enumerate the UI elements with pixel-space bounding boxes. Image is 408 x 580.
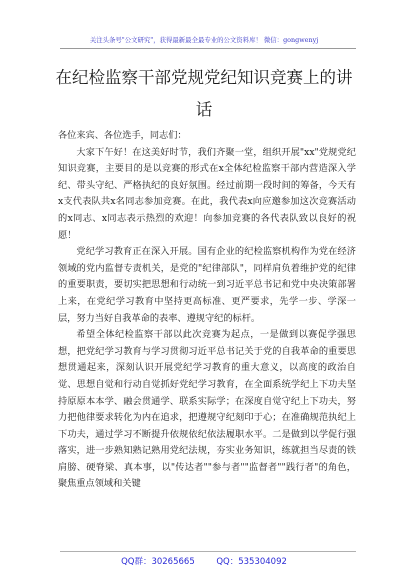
header-notice: 关注头条号"公文研究"，获得最新最全最专业的公文资料库！ 微信：gongwenyj xyxy=(89,36,319,44)
document-body xyxy=(58,128,356,493)
footer-divider xyxy=(60,551,356,552)
paragraph-intro: 大家下午好！在这美好时节，我们齐聚一堂，组织开展"xx"党规党纪知识竞赛，主要目的是以竞赛的形式在x全体纪检监察干部内营造深入学纪、带头守纪、严格执纪的良好氛围。经过前期一段时间的筹备，今天有x支代表队共x名同志参加竞赛。在此，我代表x向应邀参加这次竞赛活动的x同志、x同志表示热烈的欢迎！向参加竞赛的各代表队致以良好的祝愿！ xyxy=(58,146,356,241)
footer-contacts: QQ群：30265665 QQ：535304092 xyxy=(121,557,287,567)
document-title: 在纪检监察干部党规党纪知识竞赛上的讲话 xyxy=(55,68,353,119)
salutation: 各位来宾、各位选手，同志们： xyxy=(58,130,187,141)
header-divider xyxy=(60,48,356,49)
paragraph-expectations: 希望全体纪检监察干部以此次竞赛为起点，一是做到以赛促学强思想，把党纪学习教育与学习贯彻习近平总书记关于党的自我革命的重要思想贯通起来，深刻认识开展党纪学习教育的重大意义，以高度的政治自觉、思想自觉和行动自觉抓好党纪学习教育，在全面系统学纪上下功夫坚持原原本本学、融会贯通学、联系实际学；在深度自觉守纪上下功夫，努力把他律要求转化为内在追求，把遵规守纪刻印于心；在准确规范执纪上下功夫，通过学习不断提升依规依纪依法履职水平。二是做到以学促行强落实，进一步熟知熟记熟用党纪法规，夯实业务知识，练就担当尽责的铁肩膀、硬脊梁、真本事，以"传达者""参与者""监督者""践行者"的角色，聚焦重点领域和关键 xyxy=(58,329,356,490)
paragraph-party-discipline: 党纪学习教育正在深入开展。国有企业的纪检监察机构作为党在经济领域的党内监督专责机关，是党的"纪律部队"，同样肩负着维护党的纪律的重要职责，要切实把思想和行动统一到习近平总书记和党中央决策部署上来，在党纪学习教育中坚持更高标准、更严要求，先学一步、学深一层，努力当好自我革命的表率、遵规守纪的标杆。 xyxy=(58,246,356,324)
